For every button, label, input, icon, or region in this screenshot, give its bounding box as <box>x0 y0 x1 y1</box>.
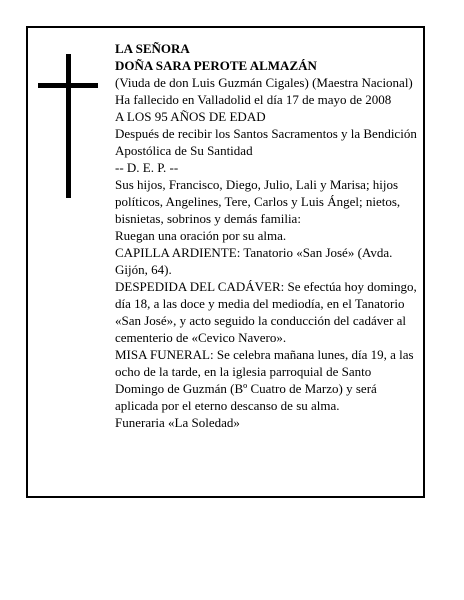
widow-line: (Viuda de don Luis Guzmán Cigales) (Maestra Nacional) <box>115 75 413 90</box>
cross-vertical-bar <box>66 54 71 198</box>
heading: LA SEÑORA <box>115 41 190 56</box>
death-line: Ha fallecido en Valladolid el día 17 de mayo de 2008 <box>115 92 392 107</box>
sacraments-line: Después de recibir los Santos Sacramentos y la Bendición Apostólica de Su Santidad <box>115 126 417 158</box>
deceased-name: DOÑA SARA PEROTE ALMAZÁN <box>115 58 317 73</box>
chapel-line: CAPILLA ARDIENTE: Tanatorio «San José» (Avda. Gijón, 64). <box>115 245 393 277</box>
farewell-line: DESPEDIDA DEL CADÁVER: Se efectúa hoy domingo, día 18, a las doce y media del mediodía, en el Tanatorio «San José», y acto seguido la conducción del cadáver al cementerio de «Cevico Navero». <box>115 279 417 345</box>
obituary-notice <box>26 26 425 498</box>
cross-icon <box>38 54 98 198</box>
obituary-text <box>115 40 419 431</box>
prayer-line: Ruegan una oración por su alma. <box>115 228 287 243</box>
rip-line: -- D. E. P. -- <box>115 160 179 175</box>
age-line: A LOS 95 AÑOS DE EDAD <box>115 109 266 124</box>
cross-horizontal-bar <box>38 83 98 88</box>
family-line: Sus hijos, Francisco, Diego, Julio, Lali y Marisa; hijos políticos, Angelines, Tere, Carlos y Luis Ángel; nietos, bisnietas, sobrinos y demás familia: <box>115 177 401 226</box>
funeral-home-line: Funeraria «La Soledad» <box>115 415 240 430</box>
funeral-line: MISA FUNERAL: Se celebra mañana lunes, día 19, a las ocho de la tarde, en la iglesia parroquial de Santo Domingo de Guzmán (Bº Cuatro de Marzo) y será aplicada por el eterno descanso de su alma. <box>115 347 414 413</box>
